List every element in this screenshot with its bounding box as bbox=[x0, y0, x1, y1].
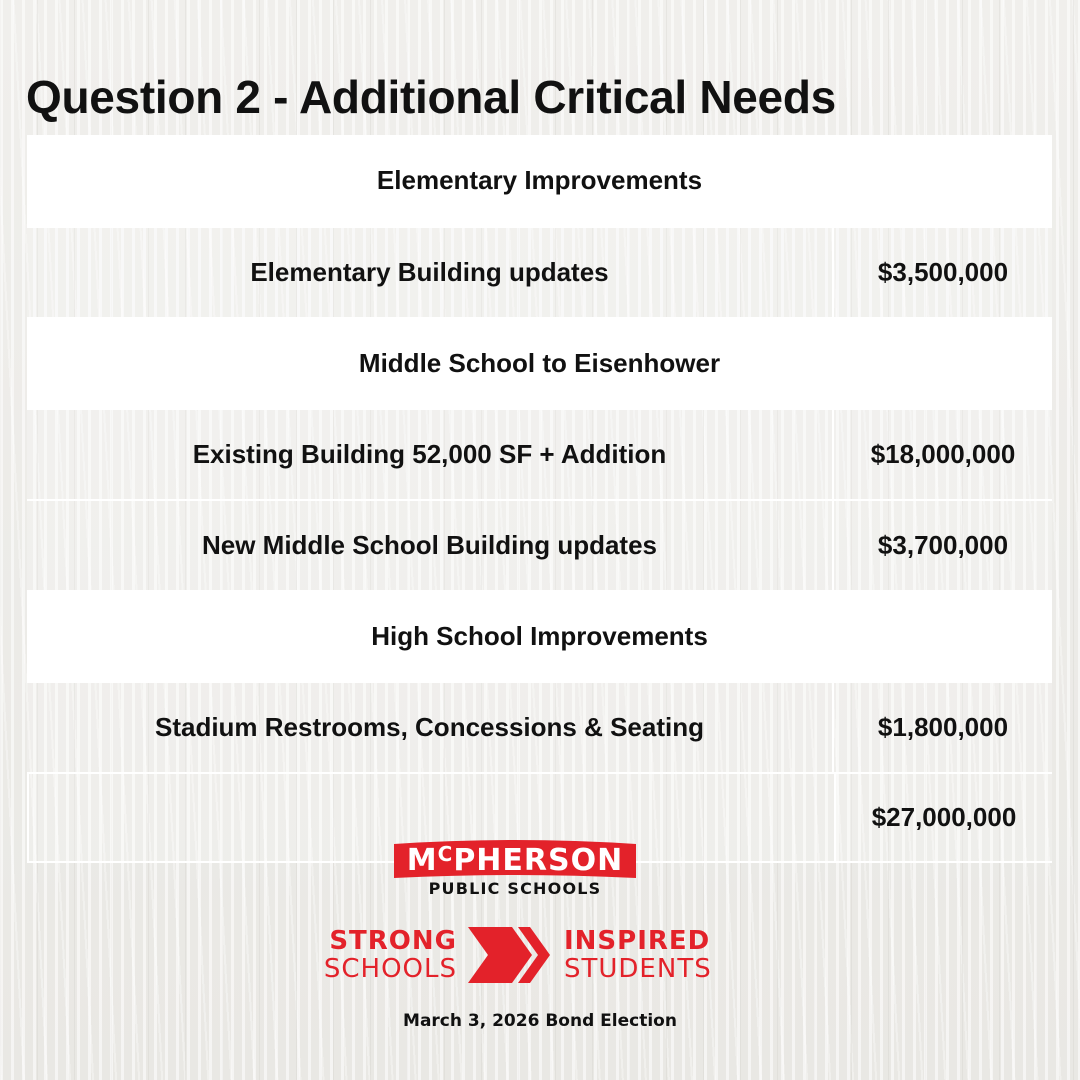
item-name: Elementary Building updates bbox=[27, 228, 834, 317]
table-row bbox=[27, 226, 1052, 317]
section-label: High School Improvements bbox=[371, 621, 708, 651]
item-amount: $3,500,000 bbox=[877, 257, 1009, 287]
section-header-middle bbox=[27, 317, 1052, 408]
table-row bbox=[27, 681, 1052, 772]
item-amount: $1,800,000 bbox=[877, 712, 1009, 742]
table-row bbox=[27, 499, 1052, 590]
section-header-elementary bbox=[27, 135, 1052, 226]
chevron-arrows-icon bbox=[468, 927, 552, 983]
section-label: Middle School to Eisenhower bbox=[358, 348, 721, 378]
section-header-high bbox=[27, 590, 1052, 681]
section-label: Elementary Improvements bbox=[376, 165, 703, 195]
item-amount: $18,000,000 bbox=[870, 439, 1016, 469]
item-name: New Middle School Building updates bbox=[27, 501, 834, 590]
logo-subtitle: PUBLIC SCHOOLS bbox=[428, 879, 602, 898]
item-name: Stadium Restrooms, Concessions & Seating bbox=[27, 683, 834, 772]
tagline-left: STRONG SCHOOLS bbox=[323, 926, 457, 984]
page-title: Question 2 - Additional Critical Needs bbox=[26, 71, 836, 123]
table-row bbox=[27, 408, 1052, 499]
election-date: March 3, 2026 Bond Election bbox=[403, 1011, 677, 1031]
cost-table bbox=[27, 135, 1052, 863]
district-logo bbox=[285, 835, 745, 985]
logo-name: M C PHERSON bbox=[406, 842, 624, 878]
item-name: Existing Building 52,000 SF + Addition bbox=[27, 410, 834, 499]
tagline-right: INSPIRED STUDENTS bbox=[564, 926, 712, 984]
item-amount: $3,700,000 bbox=[877, 530, 1009, 560]
total-amount: $27,000,000 bbox=[871, 802, 1017, 832]
